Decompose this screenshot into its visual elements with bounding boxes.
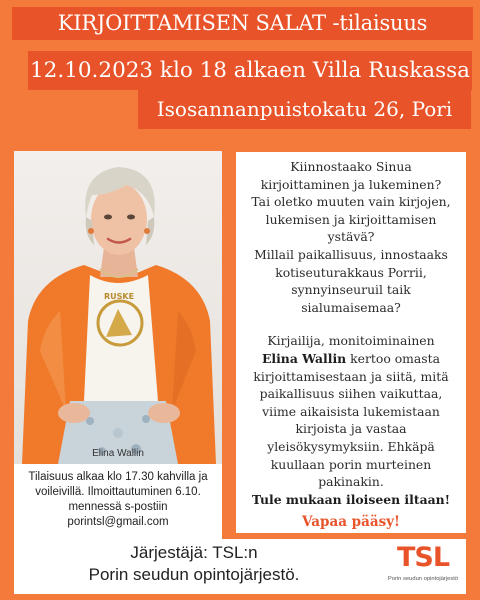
description-line: kotiseuturakkaus Porrii,: [275, 264, 427, 280]
organizer-line: Järjestäjä: TSL:n: [130, 543, 258, 562]
description-line: Millail paikallisuus, innostaaks: [254, 246, 448, 262]
description-line: sialumaisemaa?: [301, 299, 401, 315]
event-address: Isosannanpuistokatu 26, Pori: [138, 90, 471, 129]
event-datetime: 12.10.2023 klo 18 alkaen Villa Ruskassa: [28, 51, 472, 90]
registration-info: [14, 464, 222, 539]
description-fragment: kertoo omasta: [346, 350, 441, 366]
description-line: viime aikaisista lukemistaan: [262, 403, 440, 419]
poster-title: KIRJOITTAMISEN SALAT -tilaisuus: [12, 7, 473, 40]
description-line: synnyinseuruil taik: [291, 282, 411, 298]
description-line: ystävä?: [327, 229, 375, 245]
description-line: yleisökysymyksiin. Ehkäpä: [267, 438, 435, 454]
organizer-footer: [14, 539, 466, 594]
description-line: Tai oletko muuten vain kirjojen,: [251, 194, 451, 210]
registration-email: porintsl@gmail.com: [67, 516, 169, 528]
tsl-logo-subtitle: Porin seudun opintojärjestö: [387, 576, 459, 582]
info-line: voileivillä. Ilmoittautuminen 6.10.: [35, 486, 201, 498]
description-line: pakinakin.: [318, 474, 384, 490]
info-line: mennessä s-postiin: [68, 501, 168, 513]
speaker-photo: [14, 151, 222, 464]
speaker-portrait-illustration: [14, 151, 222, 464]
tsl-logo-wordmark: TSL: [396, 542, 450, 573]
description-line: Kiinnostaako Sinua: [290, 159, 412, 174]
organizer-text: [14, 542, 374, 586]
info-line: Tilaisuus alkaa klo 17.30 kahvilla ja: [28, 471, 208, 483]
description-line: kuullaan porin murteinen: [270, 456, 432, 472]
event-description: [236, 152, 466, 533]
description-line: [240, 350, 462, 368]
tsl-logo: [380, 543, 466, 591]
description-line: kirjoista ja vastaa: [295, 421, 407, 437]
call-to-action: Tule mukaan iloiseen iltaan!: [251, 491, 451, 507]
photo-caption: Elina Wallin: [92, 448, 144, 459]
speaker-name: Elina Wallin: [261, 350, 347, 366]
description-line: kirjoittamisestaan ja siitä, mitä: [253, 368, 449, 384]
paragraph-gap: [240, 316, 462, 332]
free-entry-notice: Vapaa pääsy!: [302, 514, 400, 531]
shirt-print-text: RUSKE: [103, 292, 135, 301]
description-line: Kirjailija, monitoiminainen: [267, 333, 435, 349]
description-line: paikallisuus siihen vaikuttaa,: [259, 386, 443, 402]
organizer-line: Porin seudun opintojärjestö.: [88, 565, 300, 584]
description-line: lukemisen ja kirjoittamisen: [265, 211, 437, 227]
description-line: kirjoittaminen ja lukeminen?: [260, 176, 442, 192]
